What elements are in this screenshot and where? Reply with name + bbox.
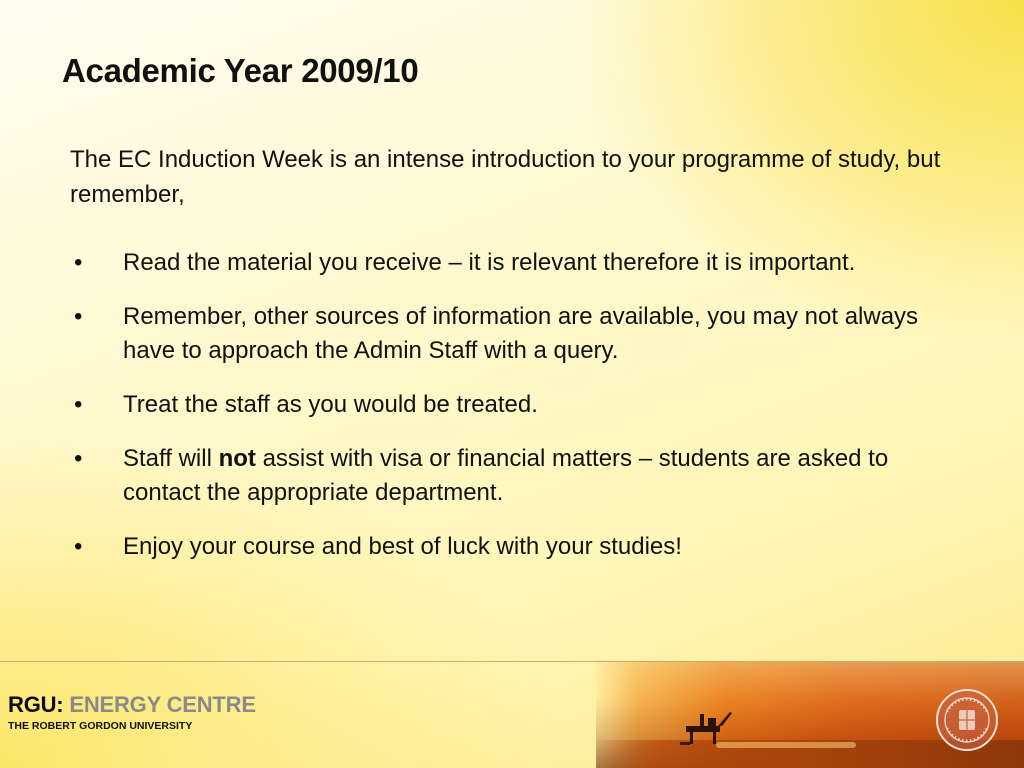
bullet-marker: • xyxy=(74,445,83,472)
bullet-item xyxy=(70,300,950,368)
bullet-text-before: Staff will xyxy=(123,445,219,472)
bullet-list xyxy=(70,246,950,584)
bullet-text-emphasis: not xyxy=(218,445,256,472)
bullet-text: Enjoy your course and best of luck with your studies! xyxy=(123,533,682,560)
bullet-item xyxy=(70,388,950,422)
bullet-text xyxy=(123,445,888,506)
university-crest-seal-icon xyxy=(935,688,999,752)
brand-name: ENERGY CENTRE xyxy=(69,692,256,717)
bullet-text: Read the material you receive – it is relevant therefore it is important. xyxy=(123,249,856,276)
intro-paragraph: The EC Induction Week is an intense introduction to your programme of study, but remember, xyxy=(70,146,941,208)
slide-title: Academic Year 2009/10 xyxy=(62,52,419,89)
bullet-item xyxy=(70,246,950,280)
bullet-text-after: assist with visa or financial matters – students are asked to contact the appropriate department. xyxy=(123,445,889,506)
oil-rig-icon xyxy=(678,706,738,746)
institution-name: THE ROBERT GORDON UNIVERSITY xyxy=(8,720,193,732)
brand-logo xyxy=(8,692,256,732)
footer-banner xyxy=(0,661,1024,768)
bullet-text: Remember, other sources of information are available, you may not always have to approach the Admin Staff with a query. xyxy=(123,303,919,364)
bullet-item xyxy=(70,530,950,564)
bullet-item xyxy=(70,442,950,510)
bullet-marker: • xyxy=(74,249,83,276)
bullet-marker: • xyxy=(74,391,83,418)
bullet-marker: • xyxy=(74,533,83,560)
bullet-marker: • xyxy=(74,303,83,330)
brand-prefix: RGU: xyxy=(8,692,64,717)
bullet-text: Treat the staff as you would be treated. xyxy=(123,391,538,418)
